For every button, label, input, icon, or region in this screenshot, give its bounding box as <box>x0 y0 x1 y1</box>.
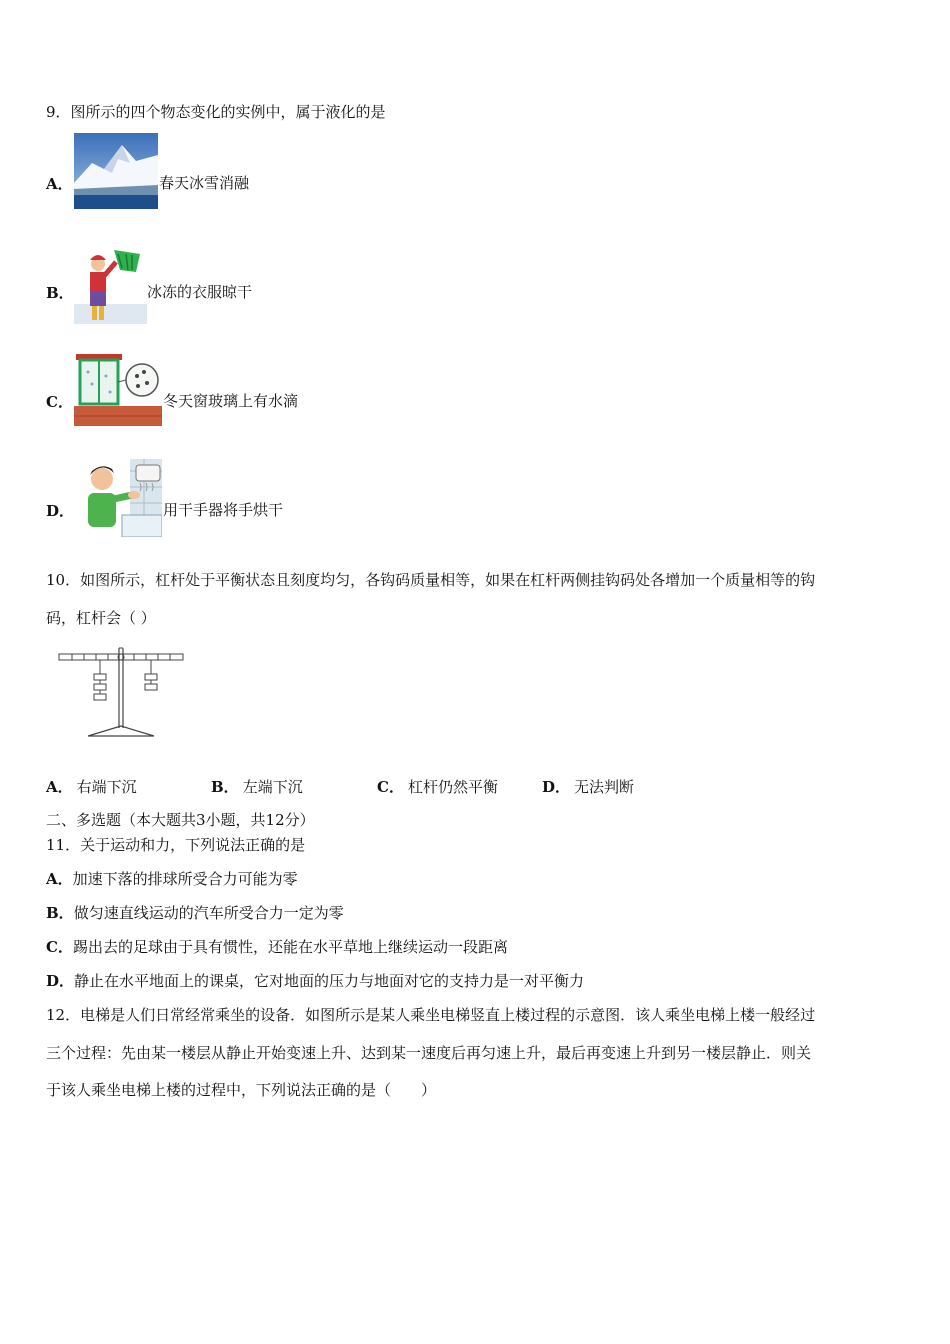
q10-option-c-letter: C． <box>377 778 404 796</box>
hand-dryer-image <box>74 459 162 537</box>
q10-option-a-letter: A． <box>46 778 73 796</box>
q9-option-b-text: 冰冻的衣服晾干 <box>147 283 253 301</box>
q11-option-c-text: 踢出去的足球由于具有惯性，还能在水平草地上继续运动一段距离 <box>72 938 508 956</box>
q11-stem: 11．关于运动和力，下列说法正确的是 <box>46 836 306 854</box>
q9-option-a-text: 春天冰雪消融 <box>159 174 250 192</box>
q11-option-d[interactable] <box>46 971 584 991</box>
q12-line1: 12．电梯是人们日常经常乘坐的设备．如图所示是某人乘坐电梯竖直上楼过程的示意图．该人乘坐电梯上楼一般经过 <box>46 1006 816 1024</box>
q12-line3: 于该人乘坐电梯上楼的过程中，下列说法正确的是（ ） <box>46 1081 437 1099</box>
lever-diagram <box>56 644 186 740</box>
q9-option-b-letter: B． <box>46 284 74 302</box>
q10-option-d-text: 无法判断 <box>574 778 635 796</box>
q9-option-c-text: 冬天窗玻璃上有水滴 <box>163 392 299 410</box>
q10-option-b[interactable] <box>211 776 303 797</box>
q10-option-d[interactable] <box>542 776 634 797</box>
q9-option-d-text: 用干手器将手烘干 <box>163 501 284 519</box>
q9-option-d-letter: D． <box>46 502 75 520</box>
q11-option-b-letter: B． <box>46 904 74 922</box>
q11-option-d-letter: D． <box>46 972 75 990</box>
q12-line2: 三个过程：先由某一楼层从静止开始变速上升、达到某一速度后再匀速上升，最后再变速上升到另一楼层静止．则关 <box>46 1044 812 1062</box>
q10-option-b-letter: B． <box>211 778 239 796</box>
frozen-clothes-image <box>74 242 147 324</box>
q10-option-c-text: 杠杆仍然平衡 <box>407 778 498 796</box>
q11-option-c[interactable] <box>46 937 508 957</box>
q10-option-d-letter: D． <box>542 778 571 796</box>
q9-option-c-letter: C． <box>46 393 73 411</box>
q11-option-a[interactable] <box>46 869 298 889</box>
q10-option-c[interactable] <box>377 776 498 797</box>
window-droplets-image <box>74 350 162 426</box>
q11-option-b[interactable] <box>46 903 344 923</box>
section2-heading: 二、多选题（本大题共3小题，共12分） <box>46 811 315 829</box>
q10-stem-line1: 10．如图所示，杠杆处于平衡状态且刻度均匀，各钩码质量相等，如果在杠杆两侧挂钩码处各增加一个质量相等的钩 <box>46 571 816 589</box>
q10-option-a-text: 右端下沉 <box>76 778 137 796</box>
q9-stem: 9．图所示的四个物态变化的实例中，属于液化的是 <box>46 103 386 121</box>
q11-option-a-letter: A． <box>46 870 73 888</box>
q10-stem-line2: 码，杠杆会（ ） <box>46 609 156 627</box>
q9-option-a-letter: A． <box>46 175 73 193</box>
q11-option-d-text: 静止在水平地面上的课桌，它对地面的压力与地面对它的支持力是一对平衡力 <box>74 972 585 990</box>
q10-option-b-text: 左端下沉 <box>242 778 303 796</box>
q11-option-c-letter: C． <box>46 938 73 956</box>
q11-option-a-text: 加速下落的排球所受合力可能为零 <box>72 870 298 888</box>
q10-option-a[interactable] <box>46 776 137 797</box>
q11-option-b-text: 做匀速直线运动的汽车所受合力一定为零 <box>73 904 344 922</box>
snowy-mountain-image <box>74 133 158 209</box>
